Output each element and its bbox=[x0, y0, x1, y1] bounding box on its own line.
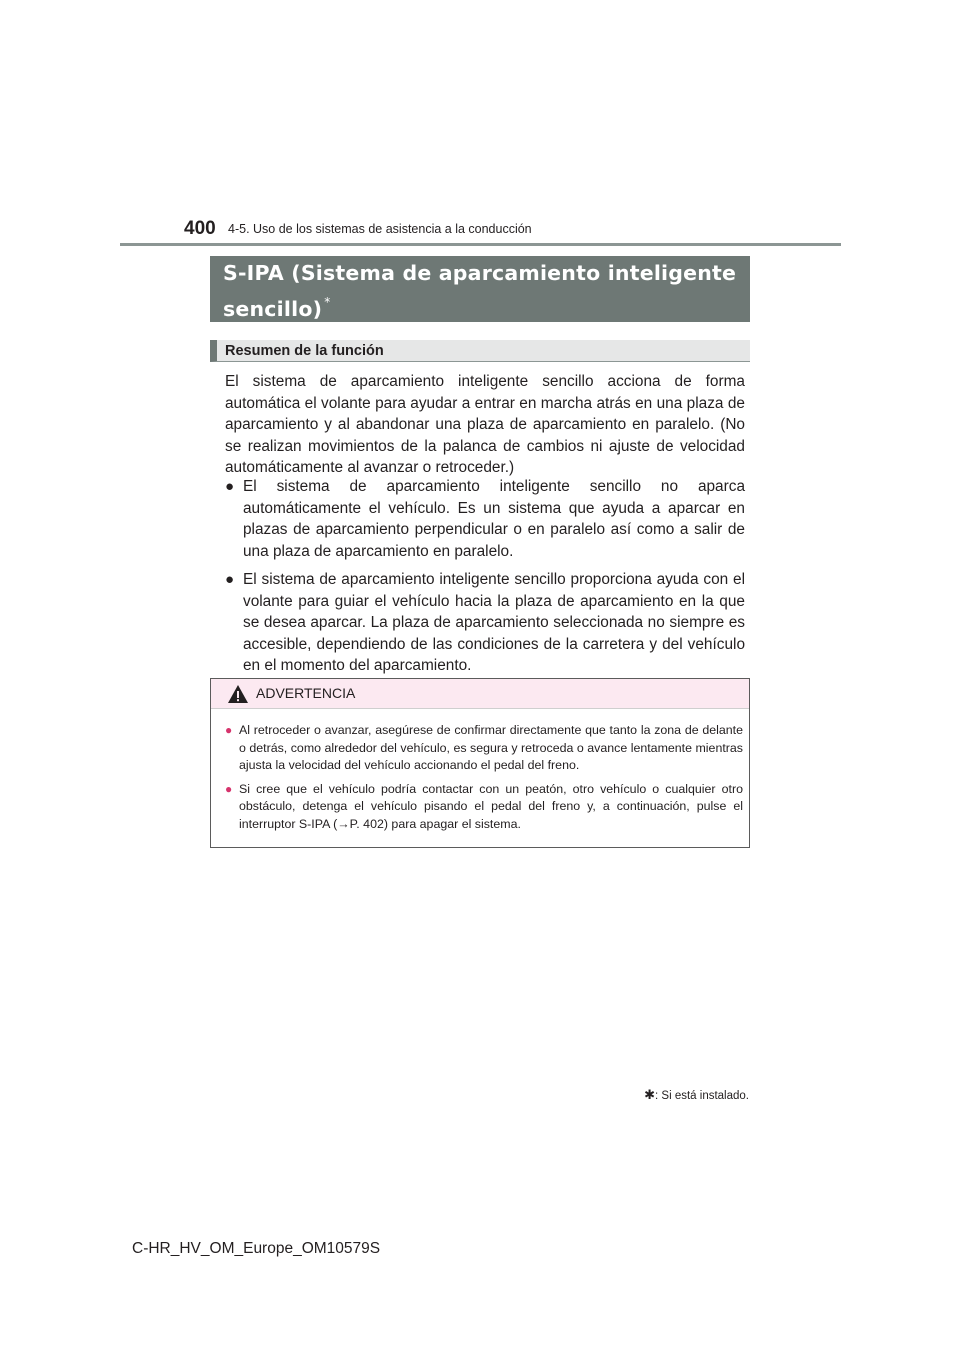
warning-box bbox=[210, 678, 750, 848]
page-number: 400 bbox=[184, 218, 216, 239]
bullet-icon: ● bbox=[225, 781, 233, 796]
bullet-list bbox=[225, 476, 745, 684]
section-title-line1: S-IPA (Sistema de aparcamiento inteligente bbox=[223, 261, 737, 285]
warning-title: ADVERTENCIA bbox=[256, 685, 356, 701]
list-item-text: El sistema de aparcamiento inteligente sencillo no aparca automáticamente el vehículo. Es un sistema que ayuda a aparcar en plazas de aparcamiento perpendicular o en paralelo así como a salir de una plaza de aparcamiento en paralelo. bbox=[243, 478, 745, 560]
header-divider bbox=[120, 243, 841, 246]
list-item bbox=[225, 476, 745, 562]
asterisk-icon: * bbox=[324, 295, 331, 309]
footnote bbox=[644, 1088, 749, 1103]
document-id: C-HR_HV_OM_Europe_OM10579S bbox=[132, 1240, 381, 1257]
warning-header bbox=[211, 679, 749, 709]
bullet-icon: ● bbox=[225, 571, 235, 588]
intro-paragraph: El sistema de aparcamiento inteligente sencillo acciona de forma automática el volante para ayudar a entrar en marcha atrás en una plaza de aparcamiento y al abandonar una plaza de aparcamiento en paralelo. (No se realizan movimientos de la palanca de cambios ni ajuste de velocidad automáticamente al avanzar o retroceder.) bbox=[225, 373, 745, 476]
section-title-line2: sencillo) bbox=[223, 297, 323, 321]
warning-list bbox=[211, 709, 749, 834]
warning-item-text: Si cree que el vehículo podría contactar con un peatón, otro vehículo o cualquier otro obstáculo, detenga el vehículo pisando el pedal del freno y, a continuación, pulse el interruptor S-IPA (→P. 402) para apagar el sistema. bbox=[239, 781, 743, 831]
list-item bbox=[225, 781, 743, 834]
asterisk-icon: ✱ bbox=[644, 1087, 656, 1102]
list-item bbox=[225, 569, 745, 677]
bullet-icon: ● bbox=[225, 478, 235, 495]
bullet-icon: ● bbox=[225, 723, 233, 737]
warning-item-text: Al retroceder o avanzar, asegúrese de confirmar directamente que tanto la zona de delante o detrás, como alrededor del vehículo, es segura y retroceda o avance lentamente mientras ajusta la velocidad del vehículo accionando el pedal del freno. bbox=[239, 723, 743, 773]
list-item bbox=[225, 722, 743, 775]
list-item-text: El sistema de aparcamiento inteligente sencillo proporciona ayuda con el volante para guiar el vehículo hacia la plaza de aparcamiento en la que se desea aparcar. La plaza de aparcamiento seleccionada no siempre es accesible, dependiendo de las condiciones de la carretera y del vehículo en el momento del aparcamiento. bbox=[243, 571, 745, 674]
footnote-text: : Si está instalado. bbox=[655, 1090, 749, 1102]
chapter-header: 4-5. Uso de los sistemas de asistencia a la conducción bbox=[228, 222, 532, 236]
warning-triangle-icon bbox=[227, 684, 249, 704]
section-title bbox=[210, 256, 750, 322]
subheading: Resumen de la función bbox=[210, 340, 750, 362]
